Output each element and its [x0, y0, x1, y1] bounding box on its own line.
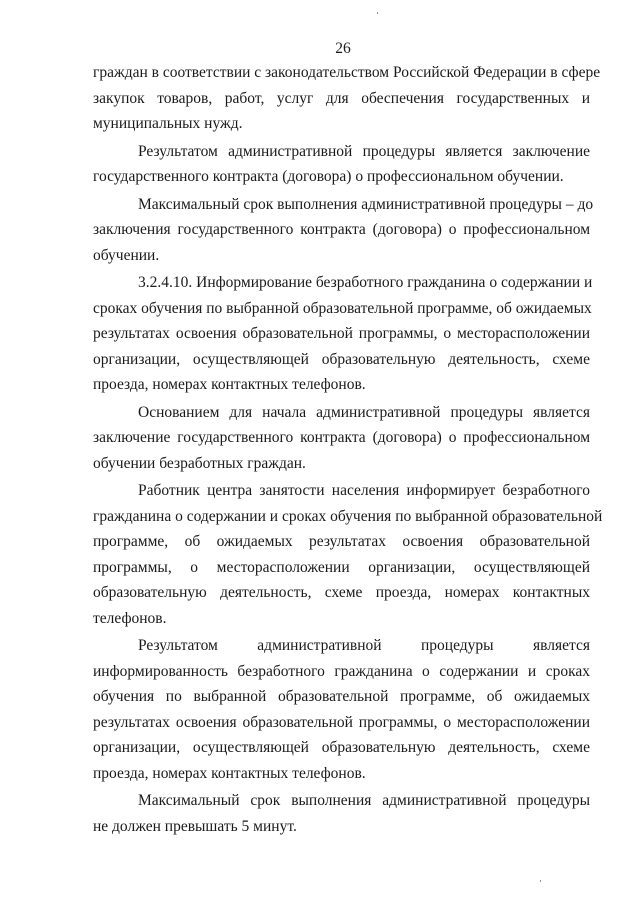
paragraph	[93, 192, 594, 269]
text-line: результатах освоения образовательной программы, о месторасположении	[93, 325, 590, 342]
paragraph	[93, 478, 603, 631]
paragraph	[93, 139, 590, 190]
scan-speck	[540, 880, 541, 882]
text-line: Основанием для начала административной процедуры является	[138, 403, 590, 421]
text-line: обучения по выбранной образовательной программе, об ожидаемых	[93, 688, 590, 705]
text-line: заключение государственного контракта (договора) о профессиональном	[93, 429, 590, 446]
document-body	[93, 60, 603, 841]
text-line: граждан в соответствии с законодательством Российской Федерации в сфере	[93, 64, 601, 81]
text-line: образовательную деятельность, схеме проезда, номерах контактных	[93, 584, 590, 601]
paragraph	[93, 270, 593, 398]
text-line: программе, об ожидаемых результатах освоения образовательной	[93, 533, 590, 550]
text-line: государственного контракта (договора) о профессиональном обучении.	[93, 168, 564, 185]
page-number: 26	[335, 40, 351, 57]
text-line: гражданина о содержании и сроках обучения по выбранной образовательной	[93, 507, 603, 525]
text-line: программы, о месторасположении организации, осуществляющей	[93, 558, 590, 576]
text-line: 3.2.4.10. Информирование безработного гражданина о содержании и	[138, 274, 593, 291]
text-line: Результатом административной процедуры является	[138, 637, 590, 654]
paragraph	[93, 400, 590, 477]
text-line: результатах освоения образовательной программы, о месторасположении	[93, 713, 590, 731]
text-line: закупок товаров, работ, услуг для обеспечения государственных и	[93, 89, 590, 107]
paragraph	[93, 60, 601, 137]
text-line: организации, осуществляющей образовательную деятельность, схеме	[93, 350, 590, 368]
text-line: организации, осуществляющей образовательную деятельность, схеме	[93, 739, 590, 756]
paragraph	[93, 633, 590, 786]
text-line: Максимальный срок выполнения административной процедуры – до	[138, 195, 594, 213]
text-line: обучении безработных граждан.	[93, 454, 306, 472]
text-line: Максимальный срок выполнения административной процедуры	[138, 792, 590, 809]
text-line: информированность безработного гражданина о содержании и сроках	[93, 662, 590, 680]
text-line: проезда, номерах контактных телефонов.	[93, 764, 366, 782]
text-line: обучении.	[93, 246, 160, 264]
text-line: сроках обучения по выбранной образовательной программе, об ожидаемых	[93, 299, 592, 317]
paragraph	[93, 788, 590, 839]
text-line: не должен превышать 5 минут.	[93, 817, 297, 835]
text-line: Работник центра занятости населения информирует безработного	[138, 482, 590, 499]
text-line: Результатом административной процедуры является заключение	[138, 142, 590, 160]
text-line: проезда, номерах контактных телефонов.	[93, 376, 366, 393]
scan-speck	[377, 12, 378, 14]
text-line: заключения государственного контракта (договора) о профессиональном	[93, 221, 590, 238]
text-line: муниципальных нужд.	[93, 115, 243, 132]
text-line: телефонов.	[93, 609, 167, 627]
